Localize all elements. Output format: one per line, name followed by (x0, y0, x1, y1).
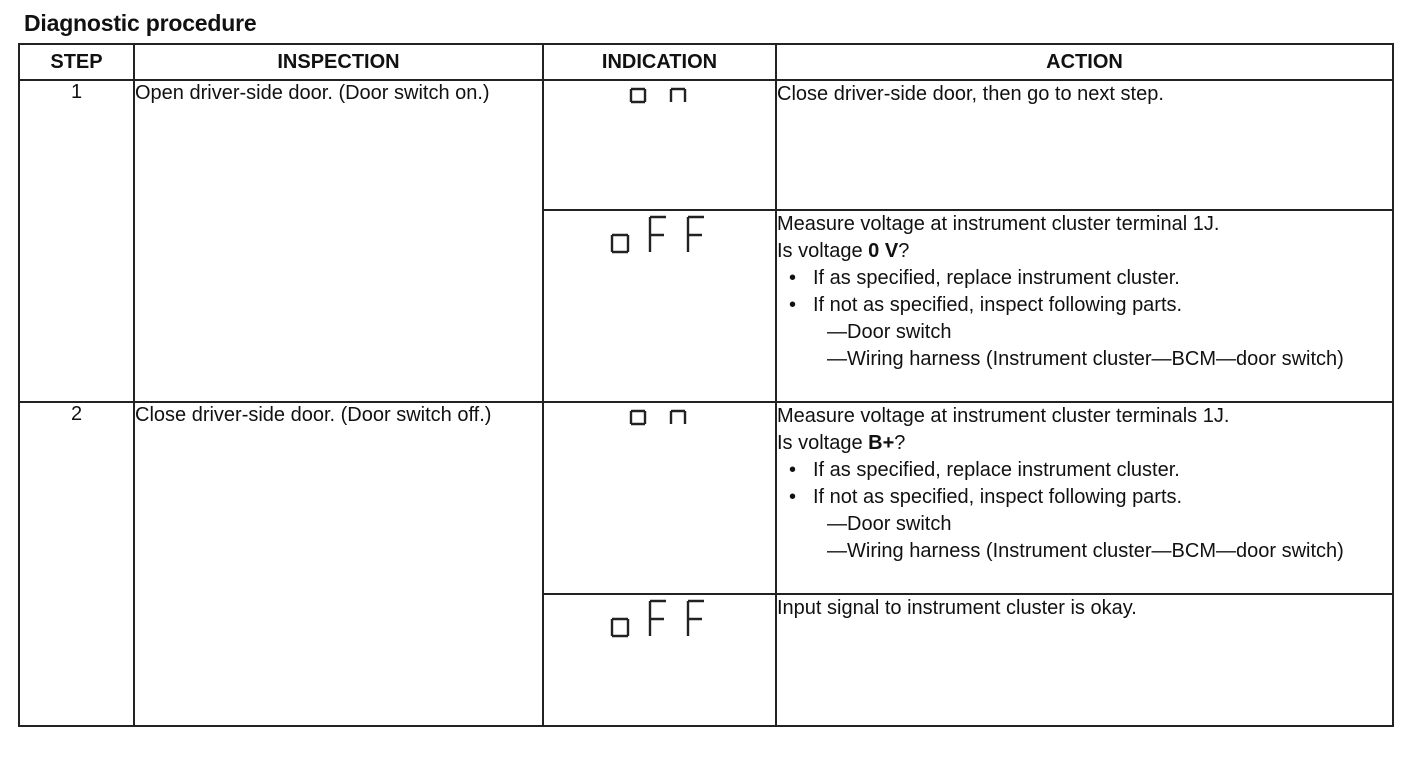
inspection-text: Close driver-side door. (Door switch off.) (134, 402, 543, 726)
voltage-question (777, 238, 1392, 265)
dash-text: Door switch (847, 513, 952, 535)
indication-display-off (543, 594, 776, 726)
indication-display-on (543, 402, 776, 594)
list-item: • If as specified, replace instrument cluster. (777, 457, 1392, 484)
column-header-indication: INDICATION (543, 44, 776, 80)
action-line: Measure voltage at instrument cluster terminal 1J. (777, 213, 1220, 235)
table-header-row (19, 44, 1393, 80)
dash-text: Wiring harness (Instrument cluster—BCM—door switch) (847, 348, 1344, 370)
action-cell (776, 594, 1393, 726)
column-header-action: ACTION (776, 44, 1393, 80)
list-item (777, 346, 1392, 373)
action-cell (776, 80, 1393, 210)
action-cell (776, 210, 1393, 402)
table-row (19, 402, 1393, 594)
seven-segment-on-icon (625, 403, 695, 427)
bullet-list (777, 265, 1392, 319)
column-header-inspection: INSPECTION (134, 44, 543, 80)
question-suffix: ? (894, 432, 906, 454)
indication-display-on (543, 80, 776, 210)
dash-list (777, 511, 1392, 565)
bullet-list (777, 457, 1392, 511)
list-item (777, 511, 1392, 538)
dash-list (777, 319, 1392, 373)
inspection-text: Open driver-side door. (Door switch on.) (134, 80, 543, 402)
action-text: Input signal to instrument cluster is okay. (777, 597, 1137, 619)
dash-text: Wiring harness (Instrument cluster—BCM—door switch) (847, 540, 1344, 562)
dash-mark: — (827, 348, 847, 370)
question-value: B+ (868, 432, 895, 454)
action-text: Close driver-side door, then go to next step. (777, 83, 1164, 105)
list-item: • If as specified, replace instrument cluster. (777, 265, 1392, 292)
dash-mark: — (827, 540, 847, 562)
page-title: Diagnostic procedure (24, 10, 257, 36)
question-prefix: Is voltage (777, 240, 869, 262)
step-number: 1 (19, 80, 134, 402)
seven-segment-on-icon (625, 81, 695, 105)
list-item: • If not as specified, inspect following parts. (777, 292, 1392, 319)
question-prefix: Is voltage (777, 432, 869, 454)
list-item (777, 538, 1392, 565)
question-suffix: ? (898, 240, 910, 262)
indication-display-off (543, 210, 776, 402)
action-line: Measure voltage at instrument cluster terminals 1J. (777, 405, 1230, 427)
seven-segment-off-icon (608, 211, 712, 255)
dash-mark: — (827, 513, 847, 535)
voltage-question (777, 430, 1392, 457)
step-number: 2 (19, 402, 134, 726)
dash-mark: — (827, 321, 847, 343)
dash-text: Door switch (847, 321, 952, 343)
column-header-step: STEP (19, 44, 134, 80)
question-value: 0 V (868, 240, 899, 262)
list-item (777, 319, 1392, 346)
action-cell (776, 402, 1393, 594)
seven-segment-off-icon (608, 595, 712, 639)
table-row (19, 80, 1393, 210)
list-item: • If not as specified, inspect following parts. (777, 484, 1392, 511)
diagnostic-table (18, 43, 1394, 727)
